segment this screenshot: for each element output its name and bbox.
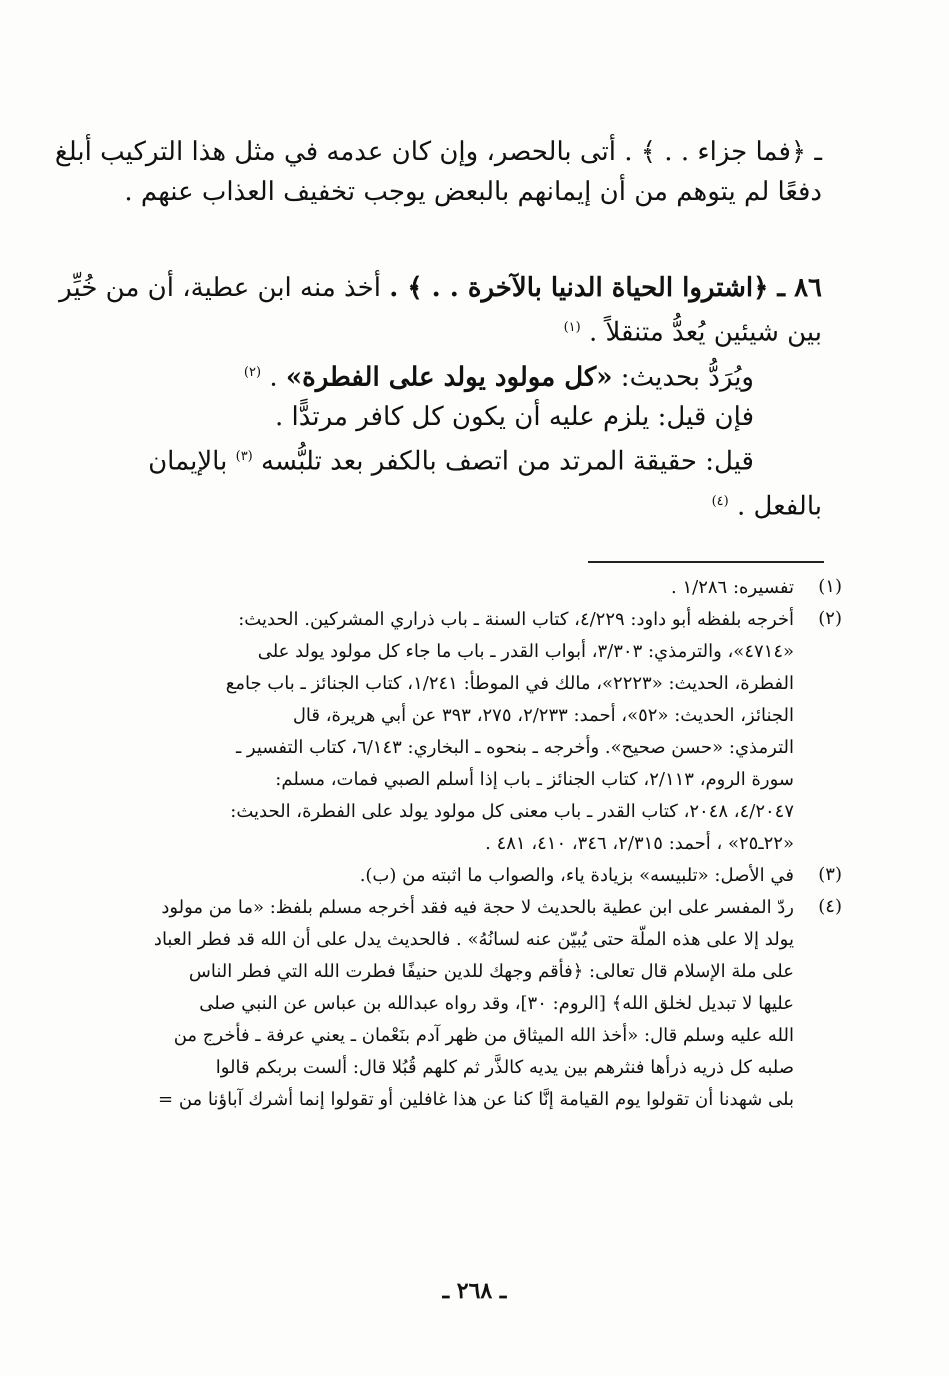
text-line (112, 482, 822, 527)
footnote-1 (112, 572, 842, 604)
footnote-line: «٢٢ـ٢٥» ، أحمد: ٢/٣١٥، ٣٤٦، ٤١٠، ٤٨١ . (485, 833, 794, 854)
hadith-quote: «كل مولود يولد على الفطرة» (285, 362, 613, 393)
text-span: بالإيمان (148, 446, 236, 477)
footnote-line: في الأصل: «تلبيسه» بزيادة ياء، والصواب ما اثبته من (ب). (359, 865, 794, 886)
footnote-separator (588, 561, 824, 563)
footnote-line: الفطرة، الحديث: «٢٢٢٣»، مالك في الموطأ: ١/٢٤١، كتاب الجنائز ـ باب جامع (225, 673, 794, 694)
footnote-line: «٤٧١٤»، والترمذي: ٣/٣٠٣، أبواب القدر ـ باب ما جاء كل مولود يولد على (257, 641, 794, 662)
text-span: بين شيئين يُعدُّ متنقلاً . (588, 317, 822, 348)
footnote-line: الله عليه وسلم قال: «أخذ الله الميثاق من ظهر آدم بنَعْمان ـ يعني عرفة ـ فأخرج من (173, 1025, 794, 1046)
text-line: فإن قيل: يلزم عليه أن يكون كل كافر مرتدًّا . (275, 402, 754, 433)
footnote-line: صلبه كل ذريه ذرأها فنثرهم بين يديه كالذَّر ثم كلهم قُبُلا قال: ألست بربكم قالوا (215, 1057, 794, 1078)
paragraph-86 (59, 268, 822, 527)
footnote-number: (٣) (818, 864, 842, 885)
text-span: أخذ منه ابن عطية، أن من خُيِّر (59, 273, 390, 303)
footnote-line: ردّ المفسر على ابن عطية بالحديث لا حجة فيه فقد أخرجه مسلم بلفظ: «ما من مولود (161, 897, 794, 918)
footnote-number: (١) (818, 576, 842, 597)
text-line (112, 308, 822, 353)
footnote-ref[interactable]: (٤) (711, 493, 729, 509)
footnote-line: الجنائز، الحديث: «٥٢»، أحمد: ٢/٢٣٣، ٢٧٥، ٣٩٣ عن أبي هريرة، قال (292, 705, 794, 726)
footnote-line: عليها لا تبديل لخلق الله﴾ [الروم: ٣٠]، وقد رواه عبدالله بن عباس عن النبي صلى (199, 993, 794, 1014)
text-span: قيل: حقيقة المرتد من اتصف بالكفر بعد تلبُّسه (261, 446, 754, 477)
text-line (112, 353, 822, 398)
text-line: ـ ﴿فما جزاء . . ﴾ . أتى بالحصر، وإن كان عدمه في مثل هذا التركيب أبلغ (54, 137, 822, 167)
footnote-ref[interactable]: (١) (563, 320, 581, 335)
footnote-ref[interactable]: (٣) (235, 449, 253, 465)
footnote-line: أخرجه بلفظه أبو داود: ٤/٢٢٩، كتاب السنة ـ باب ذراري المشركين. الحديث: (238, 609, 794, 630)
footnote-line: على ملة الإسلام قال تعالى: ﴿فأقم وجهك للدين حنيفًا فطرت الله التي فطر الناس (188, 961, 794, 982)
paragraph-1 (54, 132, 822, 212)
page-number: ـ ٢٦٨ ـ (442, 1278, 507, 1304)
text-line: دفعًا لم يتوهم من أن إيمانهم بالبعض يوجب تخفيف العذاب عنهم . (124, 177, 822, 207)
footnote-number: (٢) (818, 608, 842, 629)
footnote-number: (٤) (818, 896, 842, 917)
verse-heading: ٨٦ ـ ﴿اشتروا الحياة الدنيا بالآخرة . . ﴾ . (389, 273, 822, 303)
footnote-line: بلى شهدنا أن تقولوا يوم القيامة إنَّا كنا عن هذا غافلين أو تقولوا إنما أشرك آباؤنا من = (158, 1089, 794, 1110)
footnote-line: سورة الروم، ٢/١١٣، كتاب الجنائز ـ باب إذا أسلم الصبي فمات، مسلم: (275, 769, 794, 790)
footnote-3 (112, 860, 842, 892)
text-line (112, 437, 822, 482)
footnote-line: يولد إلا على هذه الملّة حتى يُبيّن عنه لسانُهُ» . فالحديث يدل على أن الله قد فطر العباد (153, 929, 794, 950)
text-line (59, 268, 822, 308)
footnote-line: تفسيره: ١/٢٨٦ . (671, 577, 794, 598)
text-span: ويُرَدُّ بحديث: (612, 362, 754, 393)
text-span: بالفعل . (737, 491, 822, 522)
footnote-4 (112, 892, 842, 1116)
text-span: . (269, 362, 286, 393)
footnote-line: الترمذي: «حسن صحيح». وأخرجه ـ بنحوه ـ البخاري: ٦/١٤٣، كتاب التفسير ـ (235, 737, 794, 758)
footnote-line: ٤/٢٠٤٧، ٢٠٤٨، كتاب القدر ـ باب معنى كل مولود يولد على الفطرة، الحديث: (230, 801, 794, 822)
footnote-2 (112, 604, 842, 860)
footnote-ref[interactable]: (٢) (243, 364, 262, 380)
footnotes (112, 572, 842, 1116)
